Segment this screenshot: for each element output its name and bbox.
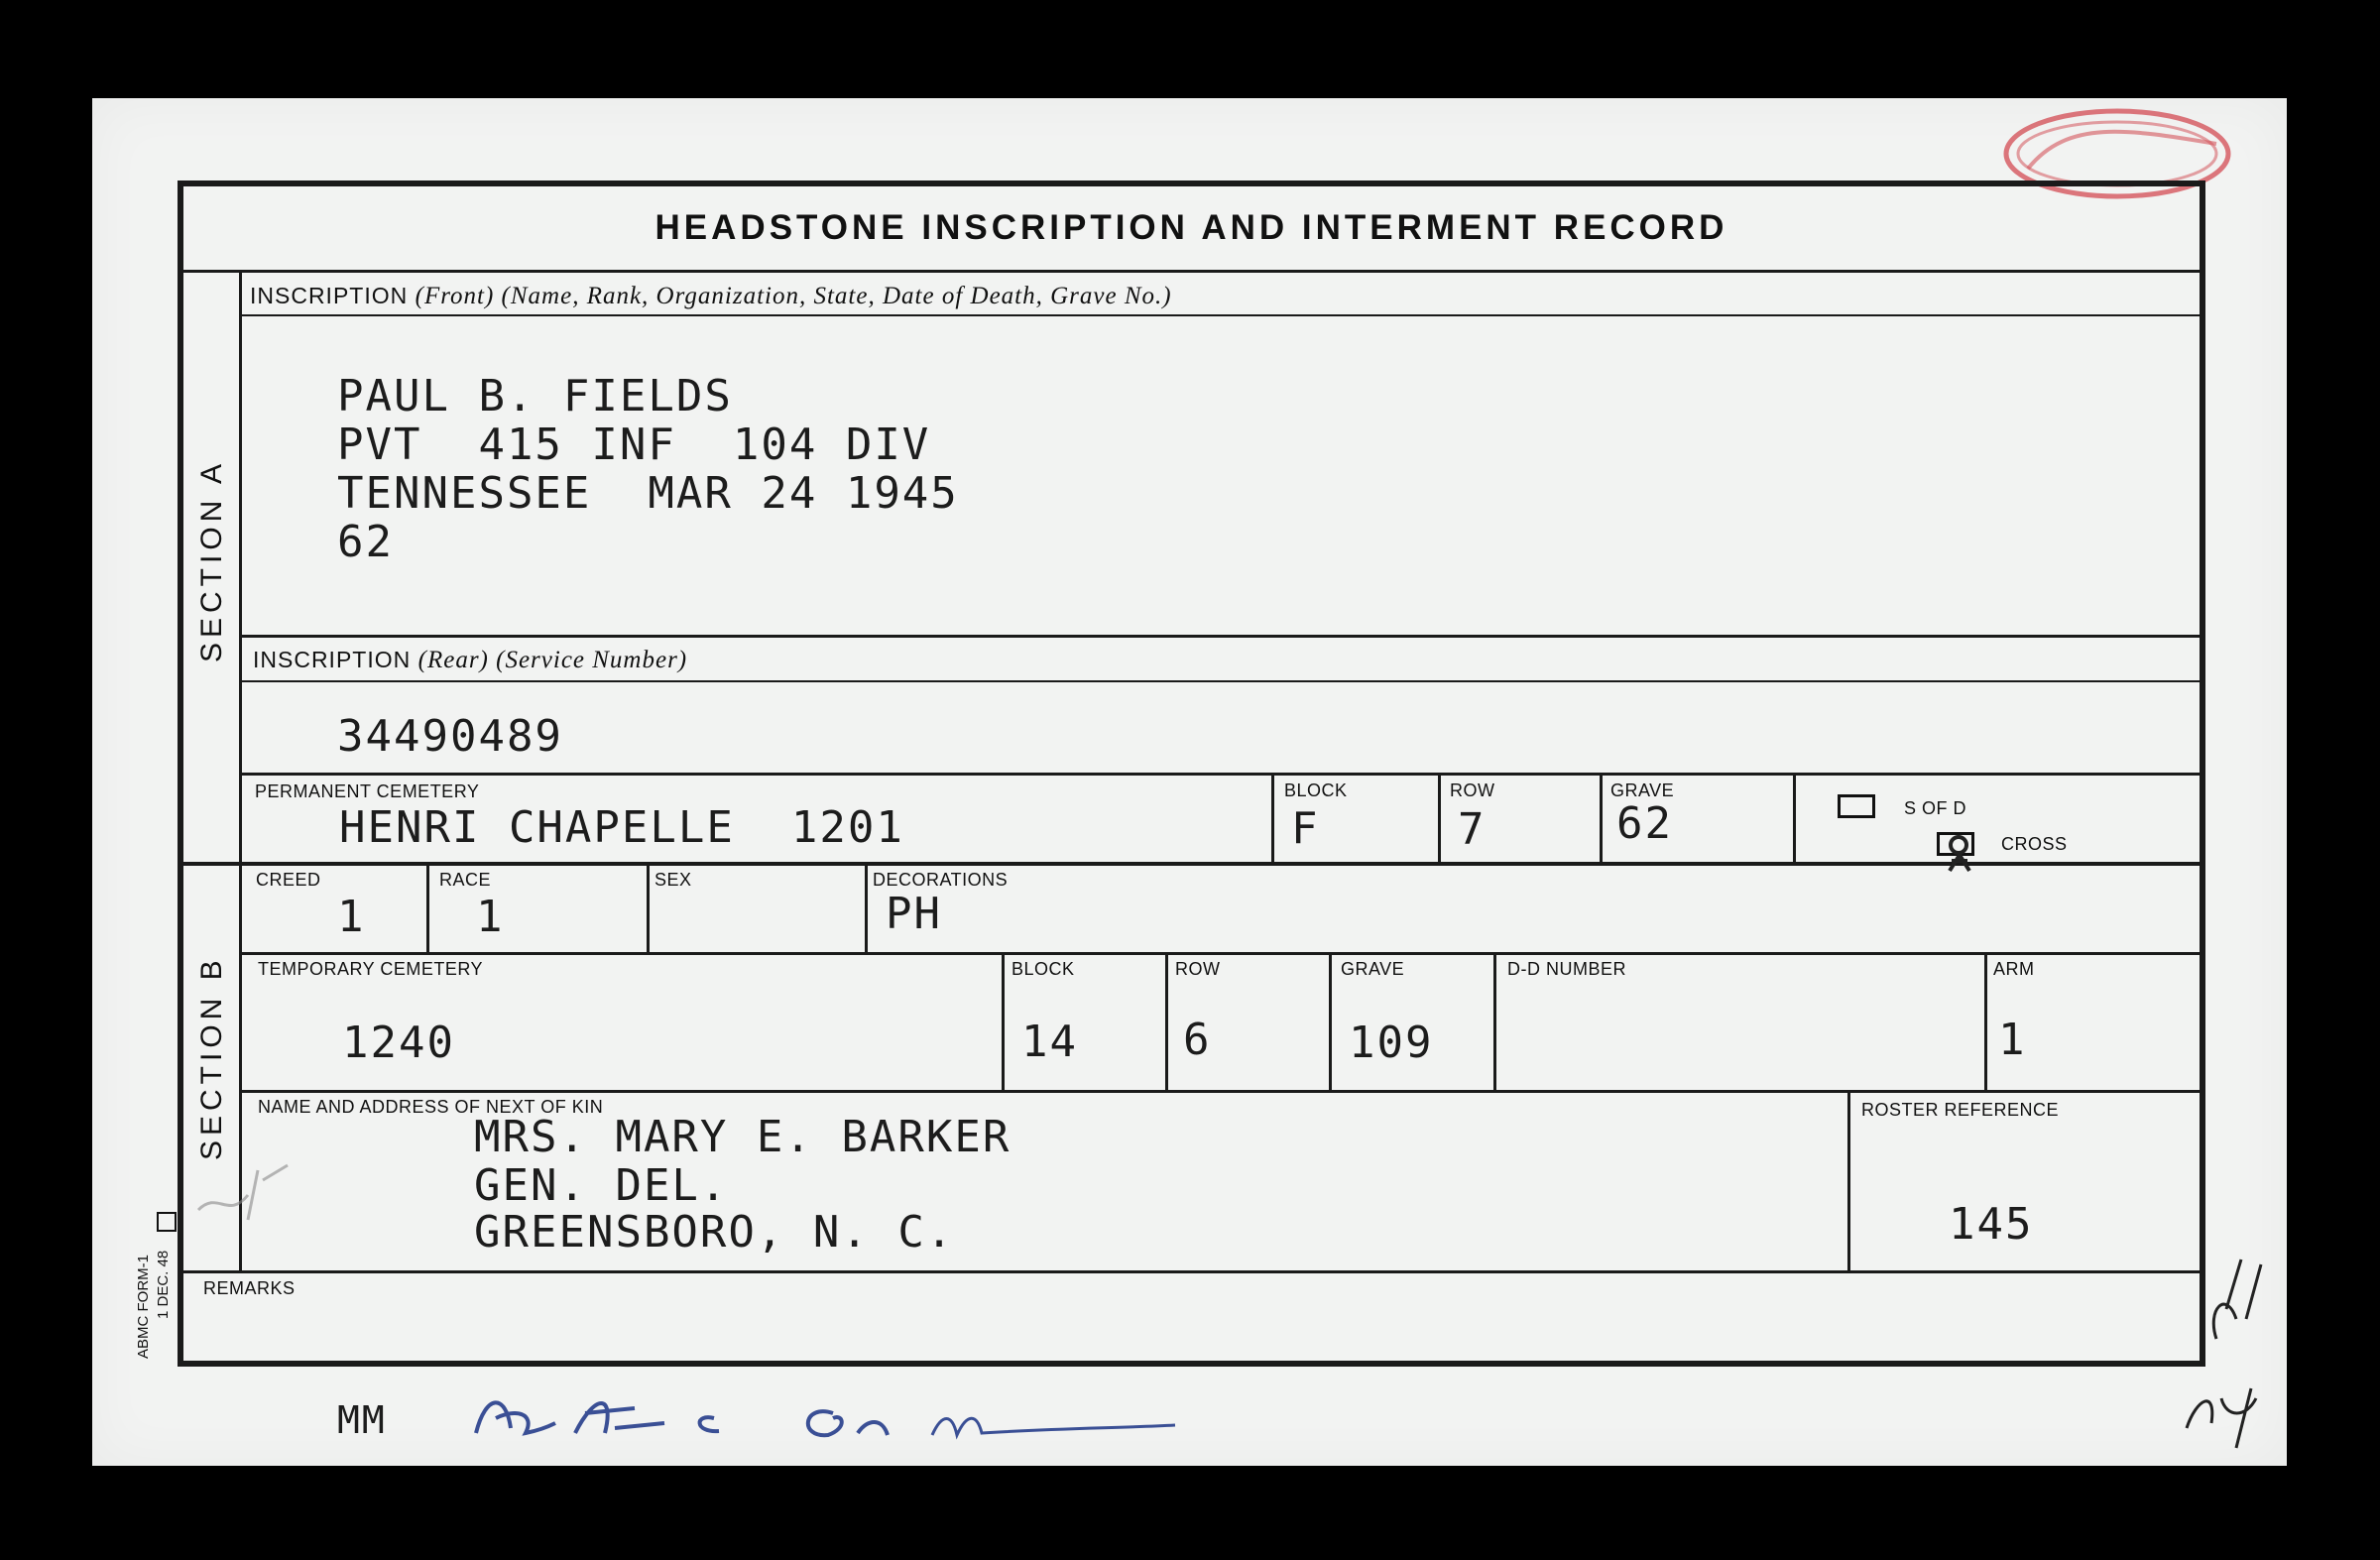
divider (865, 864, 868, 953)
pencil-initials (2167, 1250, 2276, 1458)
form-title: HEADSTONE INSCRIPTION AND INTERMENT RECORD (654, 208, 1728, 247)
creed-label: CREED (256, 870, 321, 890)
remarks-label: REMARKS (203, 1278, 296, 1298)
permanent-row-label: ROW (1450, 780, 1495, 800)
next-of-kin-line: MRS. MARY E. BARKER (474, 1112, 1012, 1162)
temporary-cemetery-value: 1240 (342, 1018, 455, 1068)
divider (241, 952, 2200, 955)
inscription-front-line: PAUL B. FIELDS (337, 371, 733, 421)
next-of-kin-line: GEN. DEL. (474, 1160, 729, 1211)
permanent-grave-value: 62 (1616, 798, 1673, 849)
roster-reference-value: 145 (1949, 1199, 2034, 1250)
divider (1984, 953, 1987, 1091)
pencil-mark (188, 1150, 298, 1230)
divider (183, 270, 2200, 273)
next-of-kin-line: GREENSBORO, N. C. (474, 1207, 955, 1258)
divider (183, 1270, 2200, 1273)
form-id-line1: ABMC FORM-1 (135, 1255, 152, 1359)
footer-initials: MM (337, 1398, 387, 1442)
arm-label: ARM (1993, 959, 2035, 979)
divider (1329, 953, 1332, 1091)
race-value: 1 (476, 892, 505, 942)
sofd-label: S OF D (1904, 798, 1967, 818)
divider (1847, 1091, 1850, 1271)
arm-value: 1 (1998, 1015, 2027, 1065)
permanent-row-value: 7 (1458, 804, 1487, 855)
sofd-checkbox[interactable] (1838, 794, 1875, 818)
divider (1002, 953, 1005, 1091)
service-number: 34490489 (337, 711, 563, 762)
temporary-row-value: 6 (1183, 1015, 1212, 1065)
dd-number-label: D-D NUMBER (1507, 959, 1626, 979)
section-a-rule (239, 270, 242, 863)
divider (1600, 773, 1603, 863)
temporary-block-label: BLOCK (1012, 959, 1075, 979)
divider (1165, 953, 1168, 1091)
decorations-value: PH (886, 889, 942, 939)
temporary-cemetery-label: TEMPORARY CEMETERY (258, 959, 484, 979)
handwritten-signature (466, 1374, 1180, 1463)
divider (241, 680, 2200, 682)
permanent-block-label: BLOCK (1284, 780, 1348, 800)
cross-label: CROSS (2001, 834, 2068, 854)
divider (241, 635, 2200, 638)
form-id-line2: 1 DEC. 48 (155, 1250, 172, 1319)
inscription-front-line: 62 (337, 517, 394, 567)
divider (183, 862, 2200, 866)
form-checkbox (157, 1212, 177, 1232)
temporary-row-label: ROW (1175, 959, 1221, 979)
inscription-rear-label: INSCRIPTION (Rear) (Service Number) (253, 647, 688, 673)
roster-reference-label: ROSTER REFERENCE (1861, 1100, 2060, 1120)
divider (647, 864, 650, 953)
divider (1493, 953, 1496, 1091)
temporary-grave-value: 109 (1349, 1018, 1434, 1068)
permanent-block-value: F (1291, 803, 1320, 854)
inscription-front-line: TENNESSEE MAR 24 1945 (337, 468, 959, 519)
temporary-block-value: 14 (1021, 1017, 1078, 1067)
race-label: RACE (439, 870, 492, 890)
cross-check-mark-icon (1942, 831, 1977, 879)
permanent-cemetery-label: PERMANENT CEMETERY (255, 781, 480, 801)
temporary-grave-label: GRAVE (1341, 959, 1405, 979)
divider (426, 864, 429, 953)
decorations-label: DECORATIONS (873, 870, 1009, 890)
divider (1793, 773, 1796, 863)
inscription-front-label: INSCRIPTION (Front) (Name, Rank, Organization, State, Date of Death, Grave No.) (250, 283, 1172, 309)
creed-value: 1 (337, 892, 366, 942)
section-a-label: SECTION A (195, 458, 228, 662)
divider (241, 773, 2200, 776)
permanent-cemetery-value: HENRI CHAPELLE 1201 (339, 802, 904, 853)
divider (1271, 773, 1274, 863)
divider (241, 1090, 2200, 1093)
inscription-front-line: PVT 415 INF 104 DIV (337, 420, 931, 470)
permanent-grave-label: GRAVE (1610, 780, 1675, 800)
sex-label: SEX (654, 870, 692, 890)
section-b-label: SECTION B (195, 955, 228, 1160)
divider (241, 314, 2200, 316)
next-of-kin-label: NAME AND ADDRESS OF NEXT OF KIN (258, 1097, 604, 1117)
divider (1438, 773, 1441, 863)
